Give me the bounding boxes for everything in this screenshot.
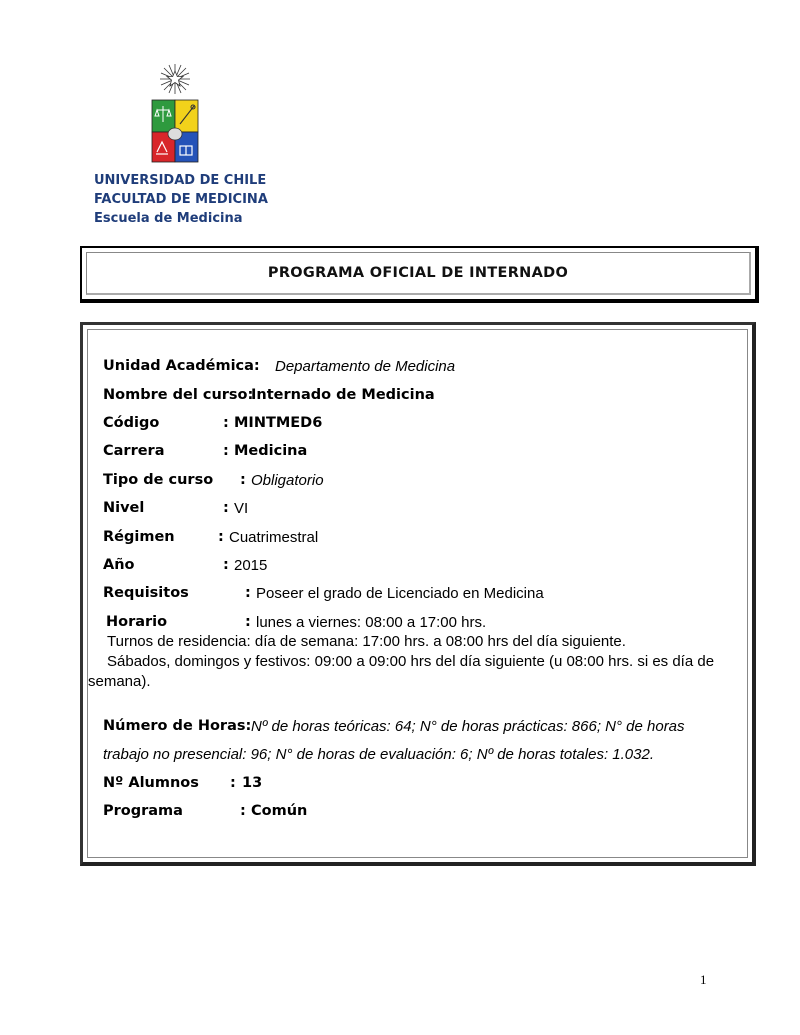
horario-fines-semana-line: Sábados, domingos y festivos: 09:00 a 09:00 hrs del día siguiente (u 08:00 hrs. si es día de — [107, 653, 715, 670]
school-name: Escuela de Medicina — [94, 211, 243, 226]
anio-colon: : — [223, 557, 229, 573]
page-title: PROGRAMA OFICIAL DE INTERNADO — [267, 265, 569, 281]
regimen-colon: : — [218, 529, 224, 545]
nivel-value: VI — [234, 500, 249, 517]
tipo-colon: : — [240, 472, 246, 488]
page-number: 1 — [700, 972, 707, 987]
tipo-value: Obligatorio — [251, 472, 324, 489]
anio-value: 2015 — [234, 557, 268, 574]
carrera-value: Medicina — [234, 443, 308, 459]
anio-label: Año — [103, 557, 135, 573]
horario-colon: : — [245, 614, 251, 630]
carrera-colon: : — [223, 443, 229, 459]
codigo-colon: : — [223, 415, 229, 431]
horario-semana-line: semana). — [88, 673, 151, 690]
university-crest-logo — [148, 62, 202, 166]
carrera-label: Carrera — [103, 443, 165, 459]
title-box — [80, 246, 759, 303]
title-inner-frame — [86, 252, 751, 295]
institution-heading — [94, 171, 268, 228]
horas-label: Número de Horas: — [103, 718, 252, 734]
alumnos-colon: : — [230, 775, 236, 791]
horario-value: lunes a viernes: 08:00 a 17:00 hrs. — [256, 614, 487, 631]
nombre-label: Nombre del curso: — [103, 387, 254, 403]
nombre-value: Internado de Medicina — [251, 387, 435, 403]
programa-label: Programa — [103, 803, 183, 819]
unidad-value: Departamento de Medicina — [275, 358, 456, 375]
nivel-label: Nivel — [103, 500, 145, 516]
requisitos-label: Requisitos — [103, 585, 189, 601]
requisitos-colon: : — [245, 585, 251, 601]
unidad-label: Unidad Académica: — [103, 358, 260, 374]
nivel-colon: : — [223, 500, 229, 516]
programa-value: Común — [251, 803, 308, 819]
faculty-name: FACULTAD DE MEDICINA — [94, 192, 268, 207]
horario-label: Horario — [106, 614, 168, 630]
horas-value-line2: trabajo no presencial: 96; N° de horas de evaluación: 6; Nº de horas totales: 1.032. — [103, 746, 654, 763]
regimen-value: Cuatrimestral — [229, 529, 319, 546]
codigo-value: MINTMED6 — [234, 415, 323, 431]
codigo-label: Código — [103, 415, 160, 431]
programa-colon: : — [240, 803, 246, 819]
requisitos-value: Poseer el grado de Licenciado en Medicina — [256, 585, 544, 602]
university-name: UNIVERSIDAD DE CHILE — [94, 173, 267, 188]
alumnos-value: 13 — [242, 775, 263, 791]
tipo-label: Tipo de curso — [103, 472, 214, 488]
horas-value-line1: Nº de horas teóricas: 64; N° de horas prácticas: 866; N° de horas — [251, 718, 685, 735]
regimen-label: Régimen — [103, 529, 175, 545]
horario-residencia-line: Turnos de residencia: día de semana: 17:00 hrs. a 08:00 hrs del día siguiente. — [107, 633, 626, 650]
alumnos-label: Nº Alumnos — [103, 775, 199, 791]
